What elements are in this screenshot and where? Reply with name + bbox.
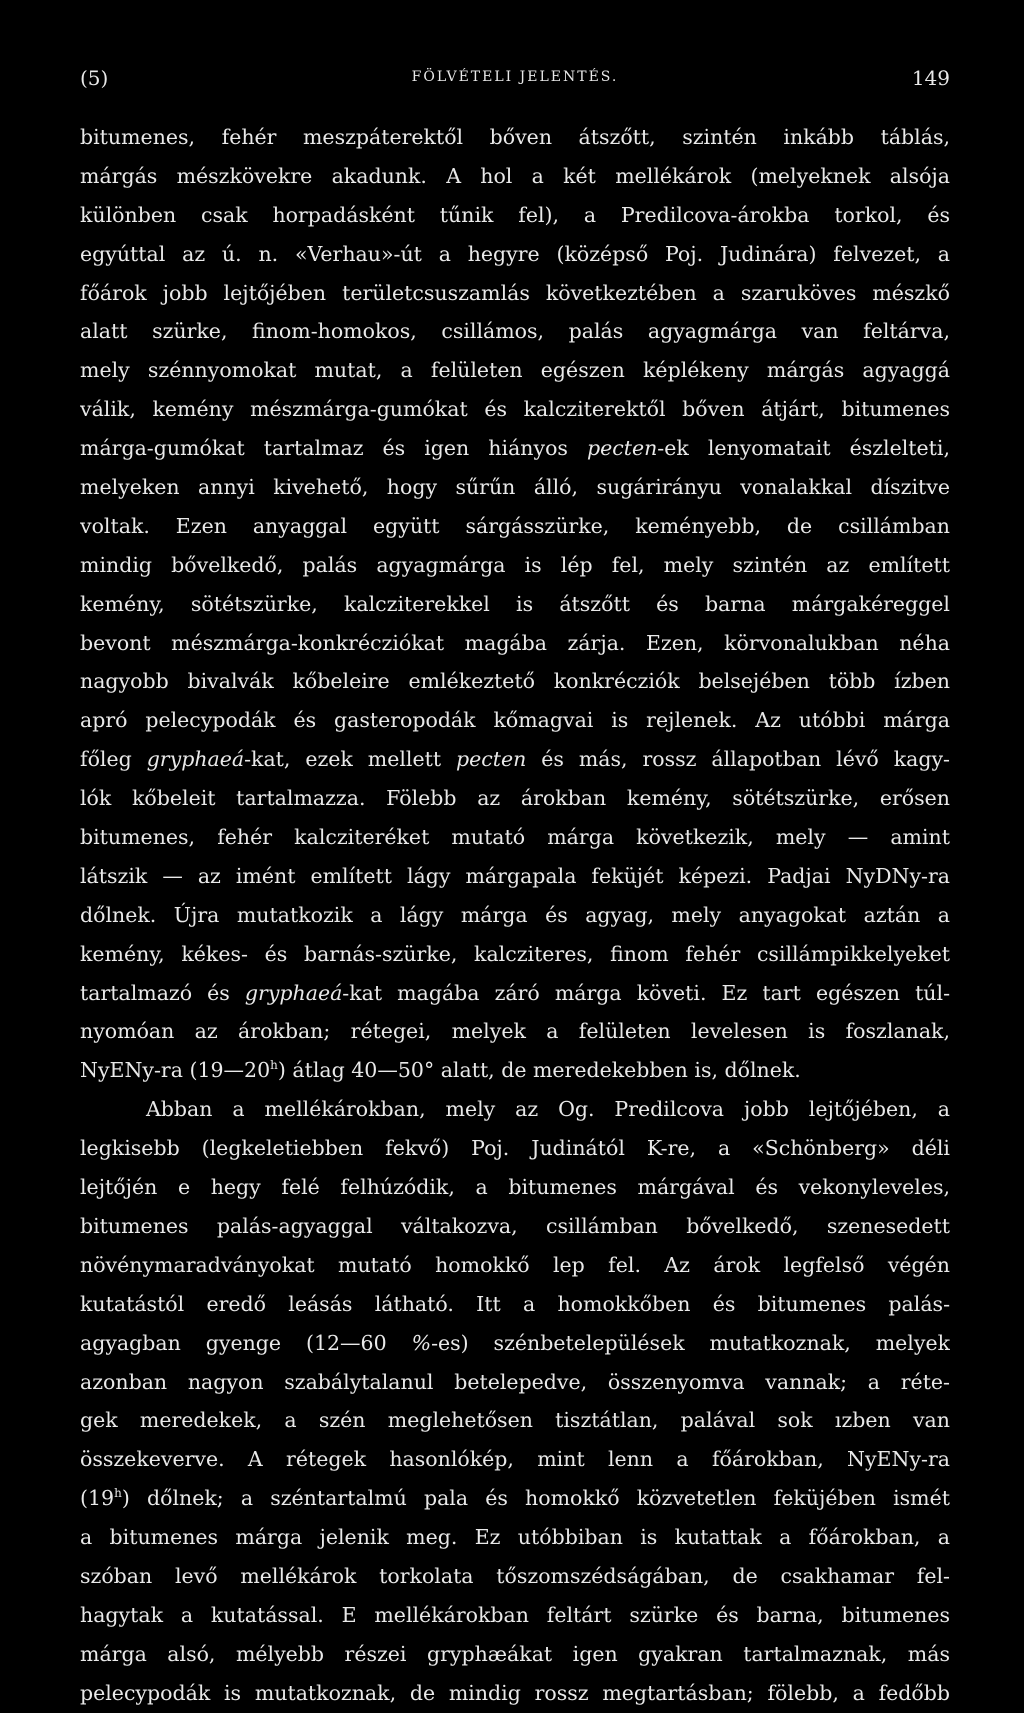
superscript: h (270, 1058, 278, 1073)
text-line: márga alsó, mélyebb részei gryphæákat igen gyakran tartalmaznak, más (80, 1641, 950, 1666)
text-line: alatt szürke, finom-homokos, csillámos, palás agyagmárga van feltárva, (80, 319, 950, 344)
line-text: és más, rossz állapotban lévő kagy- (541, 747, 950, 772)
line-text: ) átlag 40—50° alatt, de meredekebben is, dőlnek. (277, 1058, 801, 1083)
line-text: tartalmazó és (80, 980, 230, 1005)
text-line (80, 1051, 950, 1090)
text-line (80, 740, 950, 779)
text-line (80, 1324, 950, 1363)
text-line: látszik — az imént említett lágy márgapala feküjét képezi. Padjai NyDNy-ra (80, 863, 950, 888)
text-line: összekeverve. A rétegek hasonlókép, mint lenn a főárokban, NyENy-ra (80, 1447, 950, 1472)
text-line: Abban a mellékárokban, mely az Og. Predilcova jobb lejtőjében, a (146, 1097, 950, 1122)
text-line: nyomóan az árokban; rétegei, melyek a felületen levelesen is foszlanak, (80, 1019, 950, 1044)
line-text: NyENy-ra (19—20 (80, 1058, 271, 1083)
text-line (80, 429, 950, 468)
text-line: dőlnek. Újra mutatkozik a lágy márga és agyag, mely anyagokat aztán a (80, 902, 950, 927)
text-line (80, 1479, 950, 1518)
text-line: növénymaradványokat mutató homokkő lep fel. Az árok legfelső végén (80, 1252, 950, 1277)
text-line: lejtőjén e hegy felé felhúzódik, a bitumenes márgával és vekonyleveles, (80, 1175, 950, 1200)
text-line: pelecypodák is mutatkoznak, de mindig rossz megtartásban; fölebb, a fedőbb (80, 1680, 950, 1705)
italic-term: pecten (456, 747, 527, 772)
line-text: márga-gumókat tartalmaz és igen hiányos (80, 436, 568, 461)
text-line: kutatástól eredő leásás látható. Itt a homokkőben és bitumenes palás- (80, 1291, 950, 1316)
text-line: mely szénnyomokat mutat, a felületen egészen képlékeny márgás agyaggá (80, 358, 950, 383)
text-line: legkisebb (legkeletiebben fekvő) Poj. Judinától K-re, a «Schönberg» déli (80, 1136, 950, 1161)
text-line: kemény, kékes- és barnás-szürke, kalcziteres, finom fehér csillámpikkelyeket (80, 941, 950, 966)
text-line: melyeken annyi kivehető, hogy sűrűn álló, sugárirányu vonalakkal díszitve (80, 475, 950, 500)
chapter-number: (5) (80, 66, 109, 90)
text-line: főárok jobb lejtőjében területcsuszamlás következtében a szaruköves mészkő (80, 280, 950, 305)
text-line: gek meredekek, a szén meglehetősen tisztátlan, palával sok ızben van (80, 1408, 950, 1433)
line-text: (19 (80, 1486, 115, 1511)
italic-term: gryphaeá (146, 747, 245, 772)
line-text: főleg (80, 747, 132, 772)
text-line: szóban levő mellékárok torkolata tőszomszédságában, de csakhamar fel- (80, 1563, 950, 1588)
text-line: apró pelecypodák és gasteropodák kőmagvai is rejlenek. Az utóbbi márga (80, 708, 950, 733)
text-line: különben csak horpadásként tűnik fel), a Predilcova-árokba torkol, és (80, 202, 950, 227)
text-line: kemény, sötétszürke, kalcziterekkel is átszőtt és barna márgakéreggel (80, 591, 950, 616)
text-line: azonban nagyon szabálytalanul betelepedve, összenyomva vannak; a réte- (80, 1369, 950, 1394)
line-text: -es) szénbetelepülések mutatkoznak, melyek (431, 1330, 950, 1355)
text-line: a bitumenes márga jelenik meg. Ez utóbbiban is kutattak a főárokban, a (80, 1525, 950, 1550)
text-line: egyúttal az ú. n. «Verhau»-út a hegyre (középső Poj. Judinára) felvezet, a (80, 241, 950, 266)
page-number: 149 (911, 66, 950, 90)
line-text: -kat magába záró márga követi. Ez tart egészen túl- (342, 980, 950, 1005)
text-line: voltak. Ezen anyaggal együtt sárgásszürke, keményebb, de csillámban (80, 513, 950, 538)
text-line: lók kőbeleit tartalmazza. Fölebb az árokban kemény, sötétszürke, erősen (80, 786, 950, 811)
text-line: nagyobb bivalvák kőbeleire emlékeztető konkrécziók belsejében több ízben (80, 669, 950, 694)
text-line (80, 974, 950, 1013)
text-line: bevont mészmárga-konkrécziókat magába zárja. Ezen, körvonalukban néha (80, 630, 950, 655)
running-title: FÖLVÉTELI JELENTÉS. (411, 69, 619, 85)
text-line: bitumenes, fehér meszpáterektől bőven átszőtt, szintén inkább táblás, (80, 125, 950, 149)
line-text: -kat, ezek mellett (244, 747, 442, 772)
italic-term: pecten (586, 436, 658, 461)
unit-symbol: % (411, 1330, 432, 1355)
page-header (80, 60, 950, 100)
text-line: bitumenes, fehér kalcziteréket mutató márga következik, mely — amint (80, 825, 950, 850)
line-text: agyagban gyenge (12—60 (80, 1330, 387, 1355)
line-text: ) dőlnek; a széntartalmú pala és homokkő közvetetlen feküjében ismét (121, 1486, 950, 1511)
text-line: mindig bővelkedő, palás agyagmárga is lép fel, mely szintén az említett (80, 552, 950, 577)
text-line: márgás mészkövekre akadunk. A hol a két mellékárok (melyeknek alsója (80, 163, 950, 188)
superscript: h (114, 1486, 122, 1501)
text-line: válik, kemény mészmárga-gumókat és kalcziterektől bőven átjárt, bitumenes (80, 397, 950, 422)
body-text (80, 118, 950, 1713)
italic-term: gryphaeá (244, 980, 343, 1005)
line-text: -ek lenyomatait észlelteti, (657, 436, 950, 461)
text-line: bitumenes palás-agyaggal váltakozva, csillámban bővelkedő, szenesedett (80, 1213, 950, 1238)
text-line: hagytak a kutatással. E mellékárokban feltárt szürke és barna, bitumenes (80, 1602, 950, 1627)
